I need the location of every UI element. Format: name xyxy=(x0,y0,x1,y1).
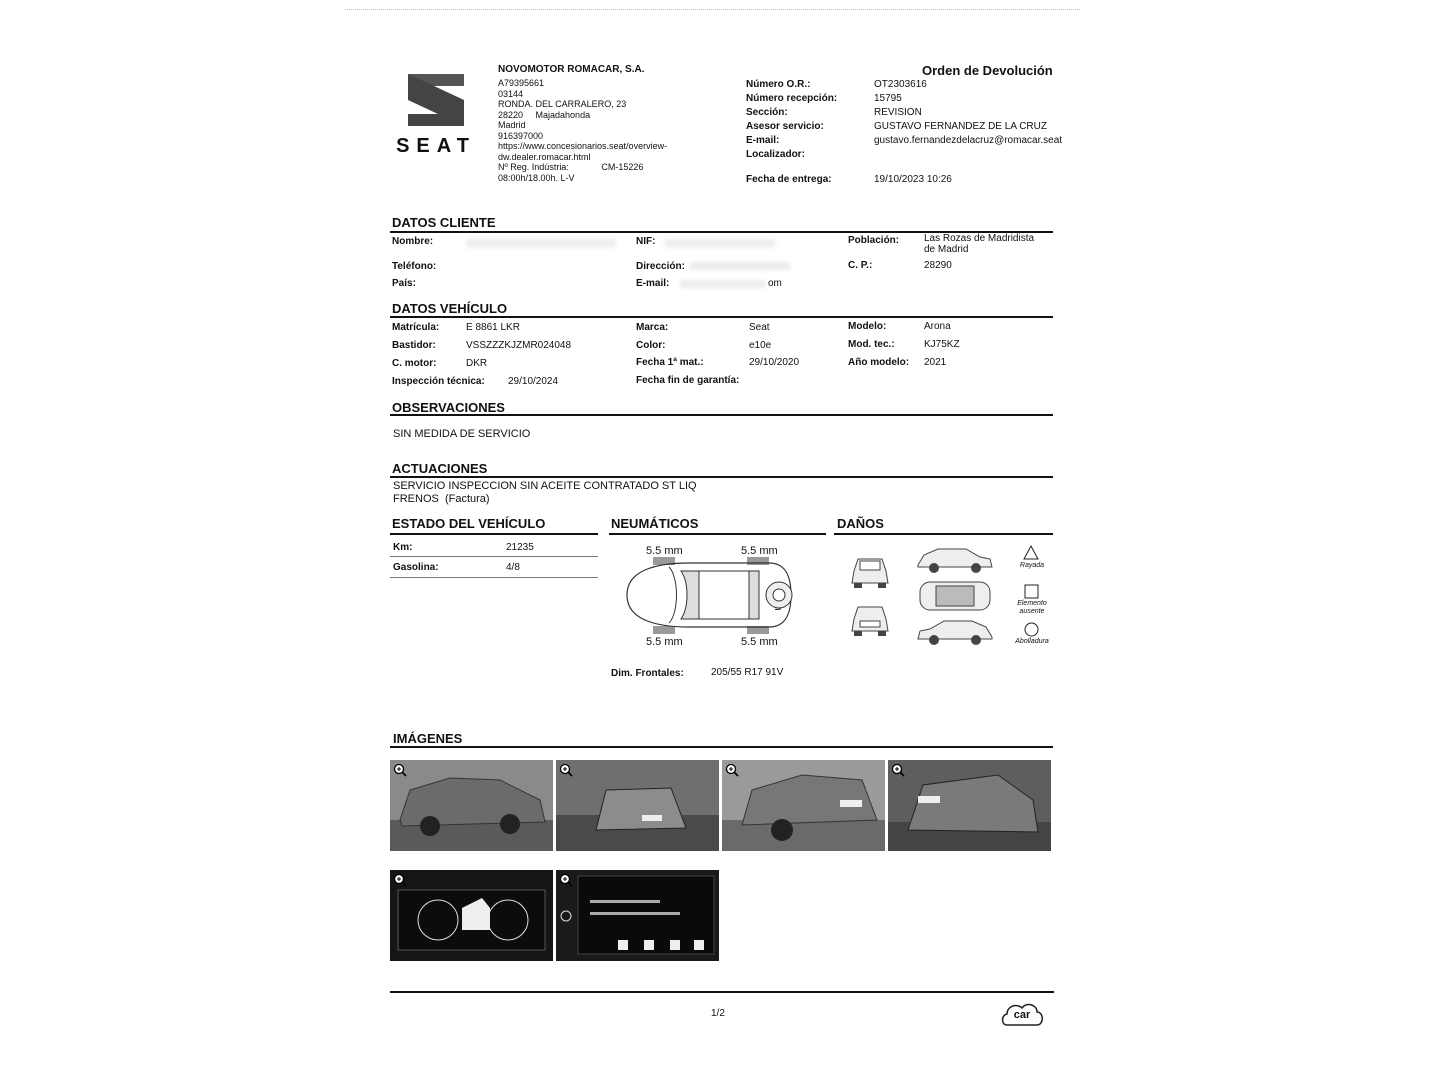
divider xyxy=(390,476,1053,478)
company-reg xyxy=(498,162,688,173)
bastidor-label: Bastidor: xyxy=(392,340,436,351)
order-value: REVISION xyxy=(874,107,922,118)
order-value: 15795 xyxy=(874,93,902,104)
infotainment-image xyxy=(556,870,719,961)
section-imagenes: IMÁGENES xyxy=(393,731,463,746)
gas-label: Gasolina: xyxy=(393,562,439,573)
car-right-side-icon xyxy=(916,617,994,647)
color-value: e10e xyxy=(749,340,772,351)
modtec-value: KJ75KZ xyxy=(924,339,960,350)
advisor-email[interactable]: gustavo.fernandezdelacruz@romacar.seat xyxy=(874,135,1063,146)
zoom-in-icon[interactable] xyxy=(393,873,407,887)
modelo-label: Modelo: xyxy=(848,321,887,332)
seat-logo xyxy=(388,72,484,157)
order-label: Localizador: xyxy=(746,149,805,160)
section-observaciones: OBSERVACIONES xyxy=(392,400,505,415)
cp-label: C. P.: xyxy=(848,260,873,271)
divider xyxy=(390,746,1053,748)
redacted-name xyxy=(466,239,616,247)
nombre-label: Nombre: xyxy=(392,236,434,247)
bastidor-value: VSSZZZKJZMR024048 xyxy=(466,340,572,351)
car-photo-image xyxy=(390,760,553,851)
seat-s-icon xyxy=(388,72,484,128)
client-email-partial: om xyxy=(768,278,782,289)
poblacion-value xyxy=(924,233,1034,255)
vehicle-photo-rear[interactable] xyxy=(888,760,1051,851)
cmotor-value: DKR xyxy=(466,358,488,369)
car-rear-view-icon xyxy=(848,603,892,639)
cloud-car-badge xyxy=(999,1001,1045,1029)
fecha1-value: 29/10/2020 xyxy=(749,357,800,368)
scan-top-edge xyxy=(345,9,1080,10)
zoom-in-icon[interactable] xyxy=(891,763,905,777)
dashboard-photo[interactable] xyxy=(390,870,553,961)
section-client: DATOS CLIENTE xyxy=(392,215,496,230)
matricula-label: Matrícula: xyxy=(392,322,440,333)
car-top-view-icon xyxy=(619,557,799,637)
order-row xyxy=(746,121,1076,135)
tyre-front-right: 5.5 mm xyxy=(646,636,683,648)
zoom-in-icon[interactable] xyxy=(559,763,573,777)
section-estado: ESTADO DEL VEHÍCULO xyxy=(392,516,546,531)
client-email-label: E-mail: xyxy=(636,278,670,289)
infotainment-photo[interactable] xyxy=(556,870,719,961)
company-block xyxy=(498,64,688,183)
company-hours: 08:00h/18.00h. L-V xyxy=(498,172,575,183)
actuaciones-text xyxy=(393,480,697,506)
order-row xyxy=(746,79,1076,93)
page-number: 1/2 xyxy=(711,1008,725,1019)
delivery-value: 19/10/2023 10:26 xyxy=(874,174,952,185)
car-photo-image xyxy=(556,760,719,851)
footer-divider xyxy=(390,991,1054,993)
dim-label: Dim. Frontales: xyxy=(611,668,684,679)
abolladura-label: Abolladura xyxy=(1015,638,1049,645)
direccion-label: Dirección: xyxy=(636,261,685,272)
telefono-label: Teléfono: xyxy=(392,261,437,272)
matricula-value: E 8861 LKR xyxy=(466,322,520,333)
zoom-in-icon[interactable] xyxy=(725,763,739,777)
dim-value: 205/55 R17 91V xyxy=(711,667,784,678)
itv-value: 29/10/2024 xyxy=(508,376,559,387)
color-label: Color: xyxy=(636,340,666,351)
divider xyxy=(390,533,598,535)
company-name: NOVOMOTOR ROMACAR, S.A. xyxy=(498,64,645,75)
tyre-rear-right: 5.5 mm xyxy=(741,636,778,648)
order-fields xyxy=(746,79,1076,163)
poblacion-label: Población: xyxy=(848,235,900,246)
itv-label: Inspección técnica: xyxy=(392,376,485,387)
order-title: Orden de Devolución xyxy=(922,63,1053,78)
divider xyxy=(390,316,1053,318)
garantia-label: Fecha fin de garantía: xyxy=(636,375,740,386)
car-roof-view-icon xyxy=(916,578,994,614)
order-label: E-mail: xyxy=(746,135,780,146)
vehicle-photo-rear-left[interactable] xyxy=(722,760,885,851)
order-value: OT2303616 xyxy=(874,79,927,90)
company-url[interactable]: https://www.concesionarios.seat/overview- xyxy=(498,141,668,151)
ausente-line: ausente xyxy=(1019,608,1045,615)
divider xyxy=(390,414,1053,416)
scratch-triangle-icon xyxy=(1023,545,1039,560)
fecha1-label: Fecha 1ª mat.: xyxy=(636,357,704,368)
order-row xyxy=(746,107,1076,121)
gas-value: 4/8 xyxy=(506,562,520,573)
order-label: Sección: xyxy=(746,107,788,118)
modtec-label: Mod. tec.: xyxy=(848,339,895,350)
missing-square-icon xyxy=(1024,584,1039,599)
poblacion-line: de Madrid xyxy=(924,244,969,255)
nif-label: NIF: xyxy=(636,236,656,247)
km-value: 21235 xyxy=(506,542,534,553)
order-label: Número O.R.: xyxy=(746,79,811,90)
zoom-in-icon[interactable] xyxy=(393,763,407,777)
company-line: Madrid xyxy=(498,120,526,130)
brand-badge-text: car xyxy=(1013,1009,1031,1021)
company-line: 03144 xyxy=(498,88,524,99)
redacted-nif xyxy=(665,239,775,247)
cmotor-label: C. motor: xyxy=(392,358,437,369)
order-row xyxy=(746,135,1076,149)
cp-value: 28290 xyxy=(924,260,952,271)
company-url-cont[interactable]: dw.dealer.romacar.html xyxy=(498,151,591,162)
reg-label: Nº Reg. Indústria: xyxy=(498,162,569,172)
dent-circle-icon xyxy=(1024,622,1039,637)
order-label: Asesor servicio: xyxy=(746,121,824,132)
dashboard-image xyxy=(390,870,553,961)
car-front-view-icon xyxy=(848,555,892,591)
zoom-in-icon[interactable] xyxy=(559,873,573,887)
divider xyxy=(609,533,826,535)
ausente-line: Elemento xyxy=(1017,600,1047,607)
tyre-front-left: 5.5 mm xyxy=(646,545,683,557)
vehicle-photo-front[interactable] xyxy=(556,760,719,851)
ausente-label xyxy=(1006,600,1058,616)
order-label: Número recepción: xyxy=(746,93,838,104)
anio-value: 2021 xyxy=(924,357,947,368)
company-phone: 916397000 xyxy=(498,130,544,141)
section-danos: DAÑOS xyxy=(837,516,884,531)
section-actuaciones: ACTUACIONES xyxy=(392,461,488,476)
company-line: 28220 Majadahonda xyxy=(498,109,591,120)
actuacion-line: FRENOS (Factura) xyxy=(393,493,490,505)
observaciones-text: SIN MEDIDA DE SERVICIO xyxy=(393,428,531,440)
anio-label: Año modelo: xyxy=(848,357,910,368)
car-photo-image xyxy=(888,760,1051,851)
row-divider xyxy=(390,556,598,557)
company-line: RONDA. DEL CARRALERO, 23 xyxy=(498,99,627,109)
seat-wordmark: SEAT xyxy=(396,135,476,157)
section-vehicle: DATOS VEHÍCULO xyxy=(392,301,508,316)
car-photo-image xyxy=(722,760,885,851)
marca-label: Marca: xyxy=(636,322,669,333)
km-label: Km: xyxy=(393,542,413,553)
poblacion-line: Las Rozas de Madridista xyxy=(924,233,1035,244)
modelo-value: Arona xyxy=(924,321,951,332)
rayada-label: Rayada xyxy=(1019,562,1045,569)
section-neumaticos: NEUMÁTICOS xyxy=(611,516,699,531)
car-left-side-icon xyxy=(916,545,994,575)
company-line: A79395661 xyxy=(498,78,545,88)
actuacion-line: SERVICIO INSPECCION SIN ACEITE CONTRATADO ST LIQ xyxy=(393,480,697,492)
row-divider xyxy=(390,577,598,578)
pais-label: País: xyxy=(392,278,416,289)
reg-value: CM-15226 xyxy=(601,162,644,172)
delivery-row xyxy=(746,174,952,185)
divider xyxy=(834,533,1053,535)
marca-value: Seat xyxy=(749,322,770,333)
delivery-label: Fecha de entrega: xyxy=(746,174,832,185)
tyre-rear-left: 5.5 mm xyxy=(741,545,778,557)
vehicle-photo-front-left[interactable] xyxy=(390,760,553,851)
order-row xyxy=(746,149,1076,163)
order-value: GUSTAVO FERNANDEZ DE LA CRUZ xyxy=(874,121,1047,132)
redacted-email xyxy=(680,280,765,288)
redacted-address xyxy=(690,262,790,270)
order-row xyxy=(746,93,1076,107)
